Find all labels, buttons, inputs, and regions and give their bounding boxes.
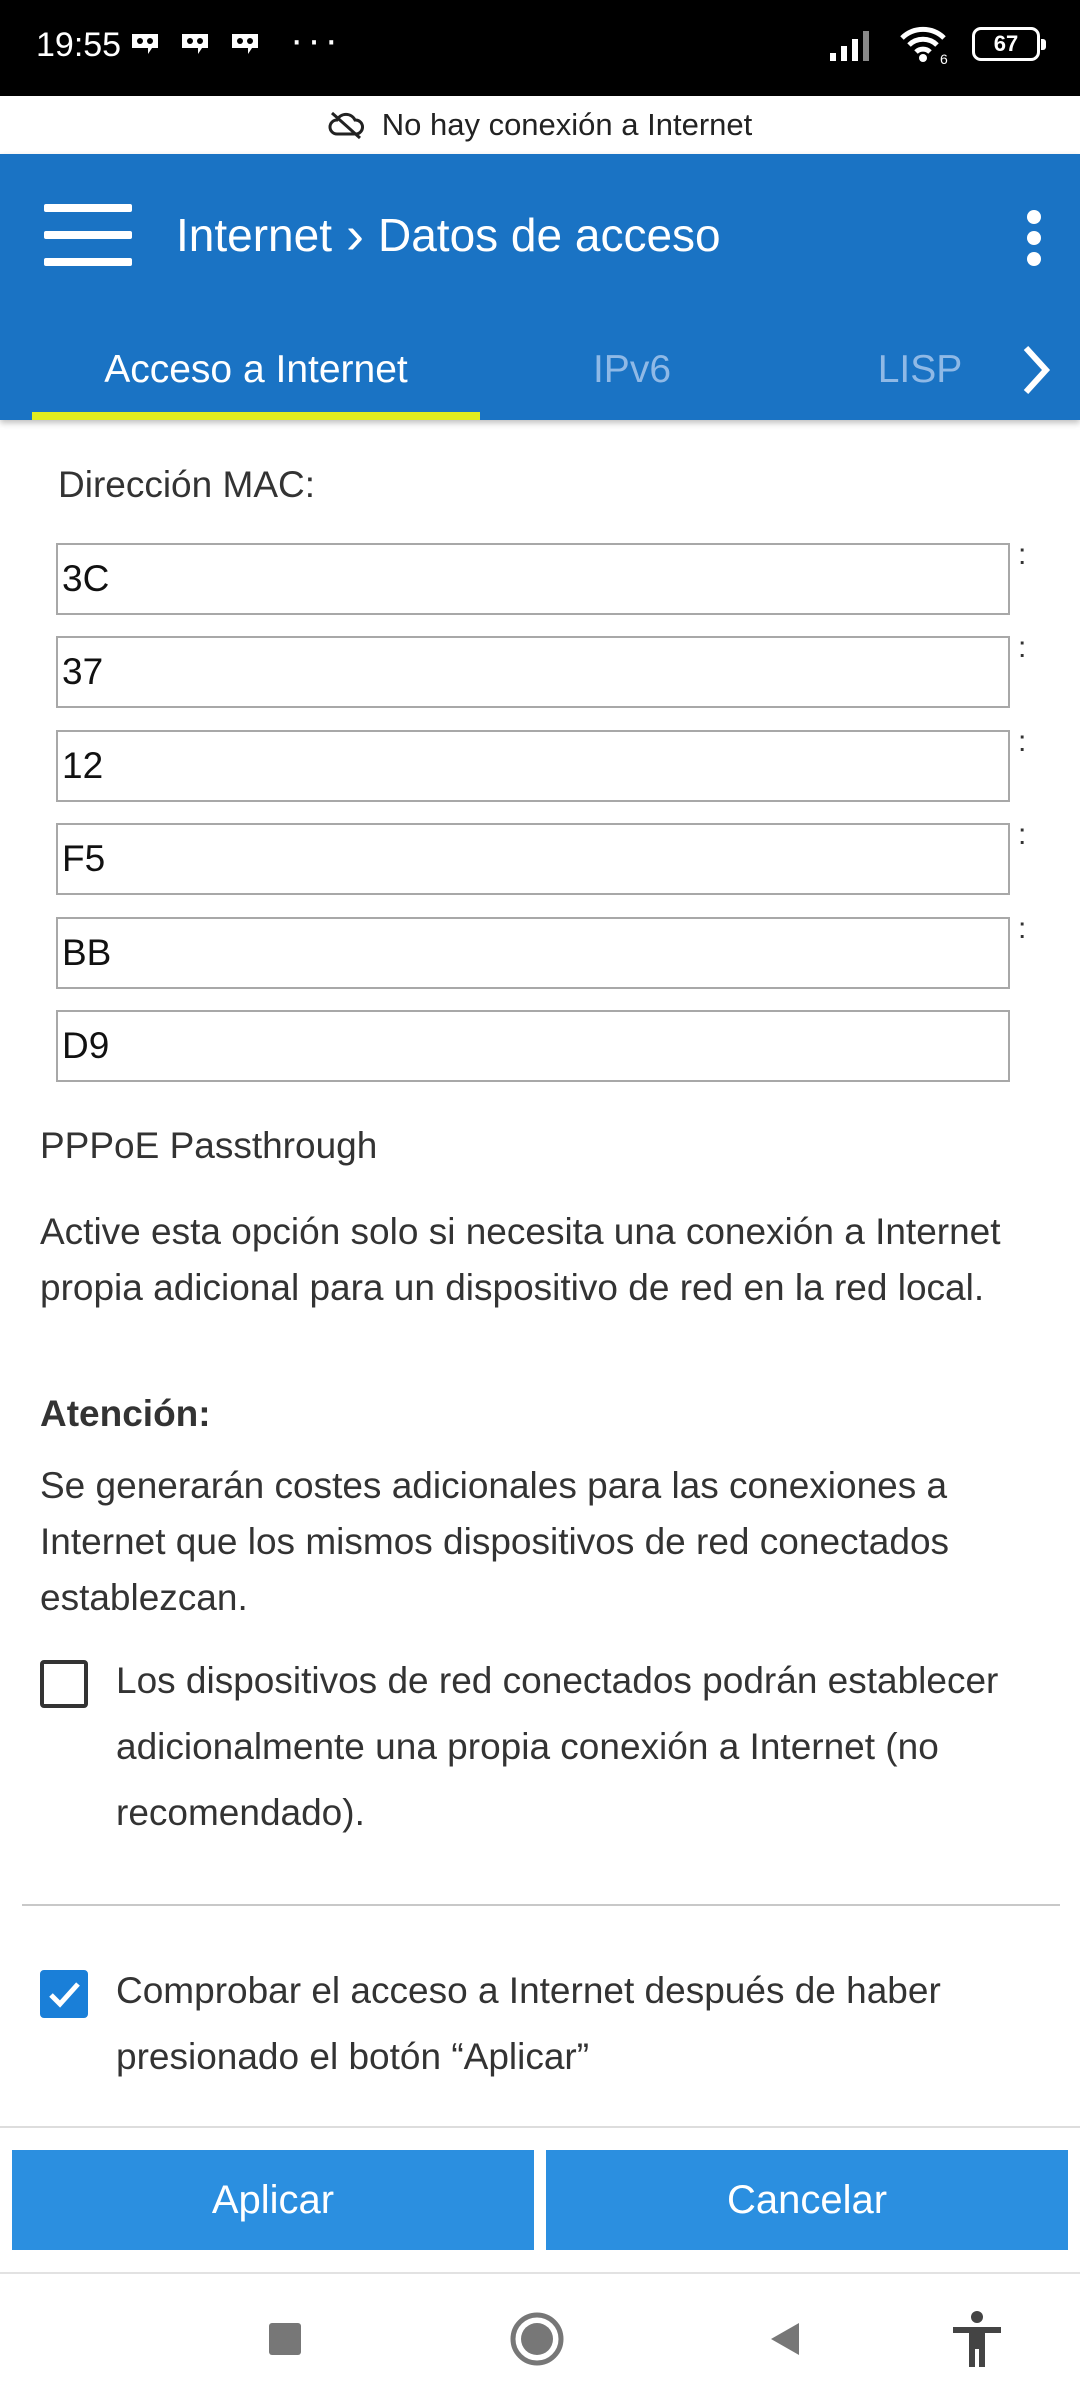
mac-octet-6-input[interactable]: D9 — [56, 1010, 1010, 1082]
mac-separator: : — [1018, 538, 1027, 571]
mac-octet-3-input[interactable]: 12 — [56, 730, 1010, 802]
status-time: 19:55 — [36, 26, 122, 64]
cloud-off-icon — [328, 110, 364, 140]
system-nav-bar — [0, 2272, 1080, 2400]
breadcrumb-section[interactable]: Internet — [176, 209, 332, 261]
mac-separator: : — [1018, 912, 1027, 945]
more-options-icon[interactable] — [1024, 210, 1044, 266]
pppoe-passthrough-checkbox-label[interactable]: Los dispositivos de red conectados podrán establecer adicionalmente una propia conexión a Internet (no recomendado). — [116, 1660, 999, 1833]
verify-internet-checkbox[interactable] — [40, 1970, 88, 2018]
action-bar — [0, 2126, 1080, 2272]
square-icon — [267, 2321, 303, 2357]
offline-banner — [0, 96, 1080, 154]
battery-icon — [972, 27, 1040, 61]
pppoe-heading: PPPoE Passthrough — [40, 1125, 378, 1166]
divider — [22, 1904, 1060, 1906]
home-button[interactable] — [502, 2304, 572, 2374]
tab-lisp[interactable]: LISP — [877, 348, 963, 391]
triangle-back-icon — [765, 2319, 805, 2359]
game-notification-icon — [228, 28, 262, 56]
pppoe-passthrough-checkbox[interactable] — [40, 1660, 88, 1708]
circle-home-icon — [509, 2311, 565, 2367]
tab-internet-access[interactable]: Acceso a Internet — [104, 348, 408, 391]
accessibility-icon — [949, 2309, 1005, 2369]
mac-octet-4-input[interactable]: F5 — [56, 823, 1010, 895]
more-notifications-icon: ··· — [290, 18, 342, 62]
mac-separator: : — [1018, 818, 1027, 851]
game-notification-icon — [178, 28, 212, 56]
notification-icons — [128, 28, 262, 56]
back-button[interactable] — [750, 2304, 820, 2374]
tab-bar — [0, 320, 1080, 420]
tab-ipv6[interactable]: IPv6 — [592, 348, 672, 391]
checkmark-icon — [44, 1974, 84, 2014]
offline-text: No hay conexión a Internet — [381, 107, 753, 142]
svg-text:6: 6 — [940, 51, 948, 64]
page-title: Datos de acceso — [377, 209, 721, 261]
mac-octet-5-input[interactable]: BB — [56, 917, 1010, 989]
chevron-right-icon[interactable] — [1006, 332, 1066, 408]
apply-button[interactable]: Aplicar — [12, 2150, 534, 2250]
mac-separator: : — [1018, 725, 1027, 758]
menu-icon[interactable] — [44, 200, 132, 270]
app-bar — [0, 154, 1080, 420]
wifi-icon — [898, 24, 950, 64]
active-tab-indicator — [32, 412, 480, 420]
attention-text: Se generarán costes adicionales para las conexiones a Internet que los mismos dispositivos de red conectados establezcan. — [40, 1465, 950, 1618]
battery-level: 67 — [993, 31, 1019, 56]
mac-octet-2-input[interactable]: 37 — [56, 636, 1010, 708]
attention-label: Atención: — [40, 1393, 211, 1434]
status-bar — [0, 0, 1080, 96]
pppoe-description: Active esta opción solo si necesita una conexión a Internet propia adicional para un dispositivo de red en la red local. — [40, 1211, 1001, 1308]
breadcrumb-separator-icon: › — [346, 205, 364, 265]
signal-icon — [828, 27, 876, 61]
breadcrumb — [176, 205, 721, 265]
accessibility-button[interactable] — [942, 2304, 1012, 2374]
mac-octet-1-input[interactable]: 3C — [56, 543, 1010, 615]
verify-internet-checkbox-label[interactable]: Comprobar el acceso a Internet después de haber presionado el botón “Aplicar” — [116, 1970, 941, 2077]
mac-separator: : — [1018, 631, 1027, 664]
mac-address-label: Dirección MAC: — [58, 464, 315, 505]
cancel-button[interactable]: Cancelar — [546, 2150, 1068, 2250]
game-notification-icon — [128, 28, 162, 56]
recent-apps-button[interactable] — [250, 2304, 320, 2374]
